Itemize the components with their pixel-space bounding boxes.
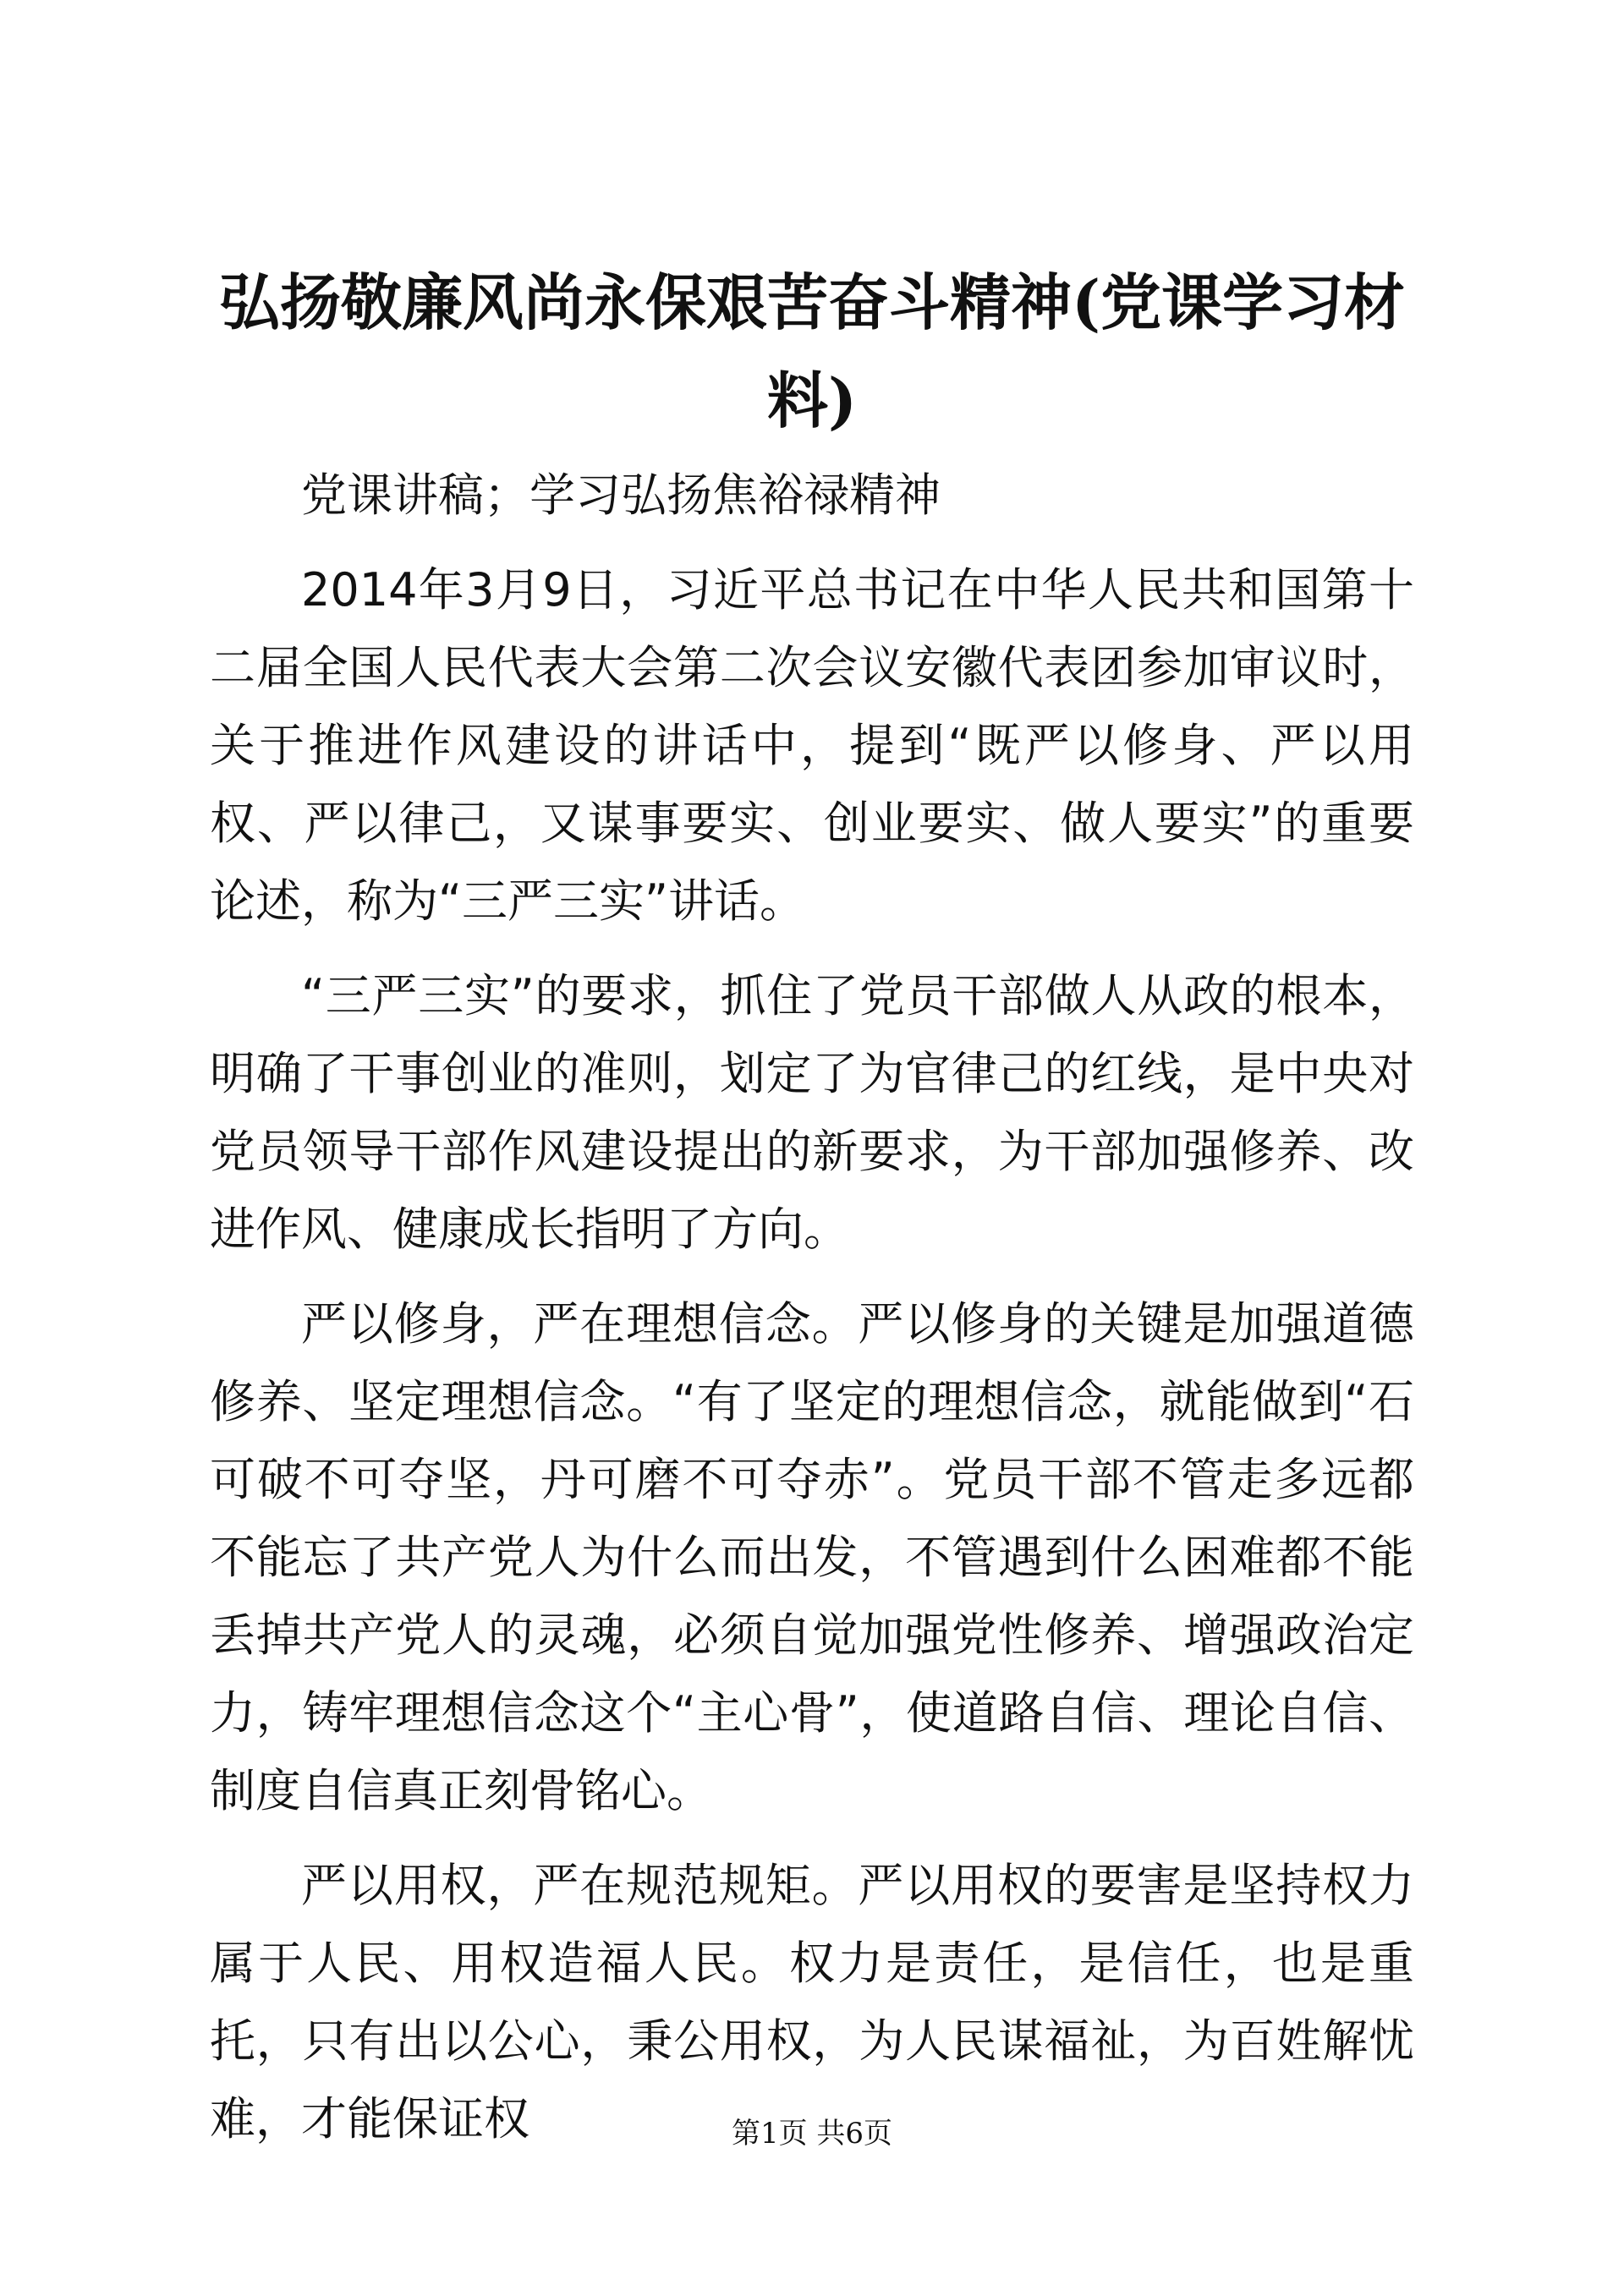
page-number-footer: 第1页 共6页 xyxy=(731,2117,893,2151)
paragraph: 严以修身，严在理想信念。严以修身的关键是加强道德修养、坚定理想信念。“有了坚定的理想信念，就能做到“石可破不可夺坚，丹可磨不可夺赤”。党员干部不管走多远都不能忘了共产党人为什么而出发，不管遇到什么困难都不能丢掉共产党人的灵魂，必须自觉加强党性修养、增强政治定力，铸牢理想信念这个“主心骨”，使道路自信、理论自信、制度自信真正刻骨铭心。 xyxy=(210,1297,1414,1817)
paragraph: 2014年3月9日，习近平总书记在中华人民共和国第十二届全国人民代表大会第二次会议安徽代表团参加审议时，关于推进作风建设的讲话中，提到“既严以修身、严以用权、严以律己，又谋事要实、创业要实、做人要实”的重要论述，称为“三严三实”讲话。 xyxy=(210,563,1414,928)
document-body xyxy=(210,457,1414,2175)
paragraph-subtitle: 党课讲稿；学习弘扬焦裕禄精神 xyxy=(301,469,941,522)
paragraph: “三严三实”的要求，抓住了党员干部做人从政的根本，明确了干事创业的准则，划定了为官律己的红线，是中央对党员领导干部作风建设提出的新要求，为干部加强修养、改进作风、健康成长指明了方向。 xyxy=(210,969,1414,1256)
paragraph: 严以用权，严在规范规矩。严以用权的要害是坚持权力属于人民、用权造福人民。权力是责任，是信任，也是重托，只有出以公心，秉公用权，为人民谋福祉，为百姓解忧难，才能保证权 xyxy=(210,1859,1414,2145)
document-title: 弘扬敬廉风尚永保艰苦奋斗精神(党课学习材料) xyxy=(218,266,1406,436)
